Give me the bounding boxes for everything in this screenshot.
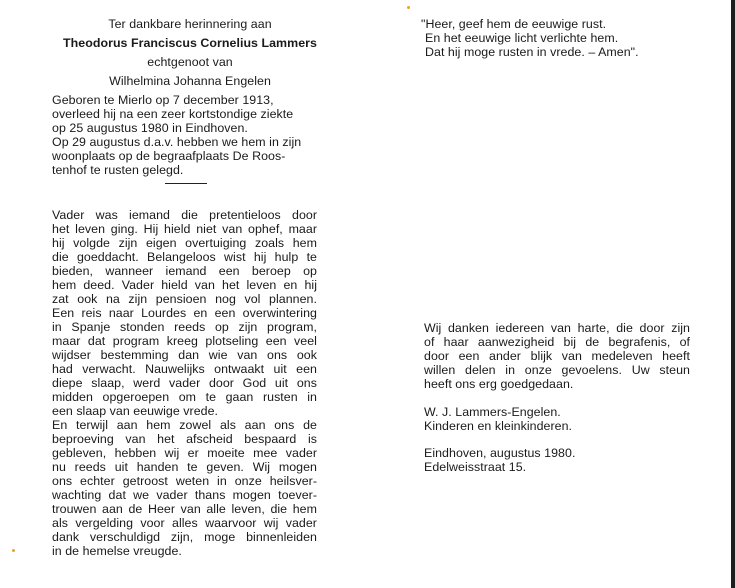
place-date: Eindhoven, augustus 1980. [424, 446, 576, 460]
tribute-line: wijdser bestemming dan wie van ons ook [52, 348, 317, 362]
tribute-line: in Spanje stonden reeds op zijn program, [52, 320, 317, 334]
prayer-line: "Heer, geef hem de eeuwige rust. [421, 17, 607, 31]
tribute-line: dank verschuldigd zijn, moge binnenleiden [52, 530, 317, 544]
street-address: Edelweisstraat 15. [424, 460, 527, 474]
intro-text: Ter dankbare herinnering aan [108, 17, 272, 31]
bio-line: Op 29 augustus d.a.v. hebben we hem in zijn [52, 135, 302, 149]
tribute-line: als vergelding voor alles waarvoor wij vader [52, 516, 317, 530]
tribute-line: nu reeds uit handen te geven. Wij mogen [52, 460, 317, 474]
tribute-line: had verwacht. Nauwelijks ontwaakt uit een [52, 362, 317, 376]
tribute-line: die goeddacht. Belangeloos wist hij hulp te [52, 250, 317, 264]
tribute-line: een slaap van eeuwige vrede. [52, 404, 219, 418]
prayer-line: Dat hij moge rusten in vrede. – Amen". [425, 45, 639, 59]
print-speck [407, 6, 410, 9]
relation-text: echtgenoot van [147, 55, 233, 69]
tribute-line: wachting dat we vader thans mogen toever- [52, 488, 317, 502]
tribute-line: in de hemelse vreugde. [52, 544, 182, 558]
sender-name: W. J. Lammers-Engelen. [424, 405, 561, 419]
tribute-line: ons echter getroost weten in onze heilsver- [52, 474, 317, 488]
bio-line: Geboren te Mierlo op 7 december 1913, [52, 93, 274, 107]
prayer-line: En het eeuwige licht verlichte hem. [425, 31, 619, 45]
tribute-line: het leven ging. Hij hield niet van ophef, maar [52, 222, 317, 236]
tribute-line: zat ook na zijn pensioen nog vol plannen. [52, 292, 317, 306]
family-line: Kinderen en kleinkinderen. [424, 419, 573, 433]
bio-line: woonplaats op de begraafplaats De Roos- [52, 149, 286, 163]
bio-line: tenhof te rusten gelegd. [52, 163, 184, 177]
thanks-line: Wij danken iedereen van harte, die door zijn [424, 321, 690, 335]
tribute-line: diepe slaap, werd vader door God uit ons [52, 376, 317, 390]
tribute-line: midden opgeroepen om te gaan rusten in [52, 390, 317, 404]
divider-rule [165, 183, 207, 184]
tribute-line: hij volgde zijn eigen overtuiging zoals hem [52, 236, 317, 250]
thanks-line: willen delen in onze gevoelens. Uw steun [424, 363, 690, 377]
thanks-line: of haar aanwezigheid bij de begrafenis, of [424, 335, 690, 349]
tribute-line: Vader was iemand die pretentieloos door [52, 208, 317, 222]
bio-line: overleed hij na een zeer kortstondige ziekte [52, 107, 294, 121]
tribute-line: hem deed. Vader hield van het leven en hij [52, 278, 317, 292]
tribute-line: En terwijl aan hem zowel als aan ons de [52, 418, 317, 432]
tribute-line: bieden, wanneer iemand een beroep op [52, 264, 317, 278]
card-edge [731, 0, 735, 588]
bio-line: op 25 augustus 1980 in Eindhoven. [52, 121, 248, 135]
tribute-line: maar dat program kreeg plotseling een veel [52, 334, 317, 348]
print-speck [12, 549, 15, 552]
tribute-line: trouwen aan de Heer van alle leven, die hem [52, 502, 317, 516]
tribute-line: Een reis naar Lourdes en een overwintering [52, 306, 317, 320]
thanks-line: door een ander blijk van medeleven heeft [424, 349, 690, 363]
spouse-name: Wilhelmina Johanna Engelen [109, 74, 271, 88]
deceased-name: Theodorus Franciscus Cornelius Lammers [63, 36, 317, 50]
tribute-line: gebleven, hebben wij er moeite mee vader [52, 446, 317, 460]
thanks-line: heeft ons erg goedgedaan. [424, 377, 574, 391]
tribute-line: beproeving van het afscheid bespaard is [52, 432, 317, 446]
